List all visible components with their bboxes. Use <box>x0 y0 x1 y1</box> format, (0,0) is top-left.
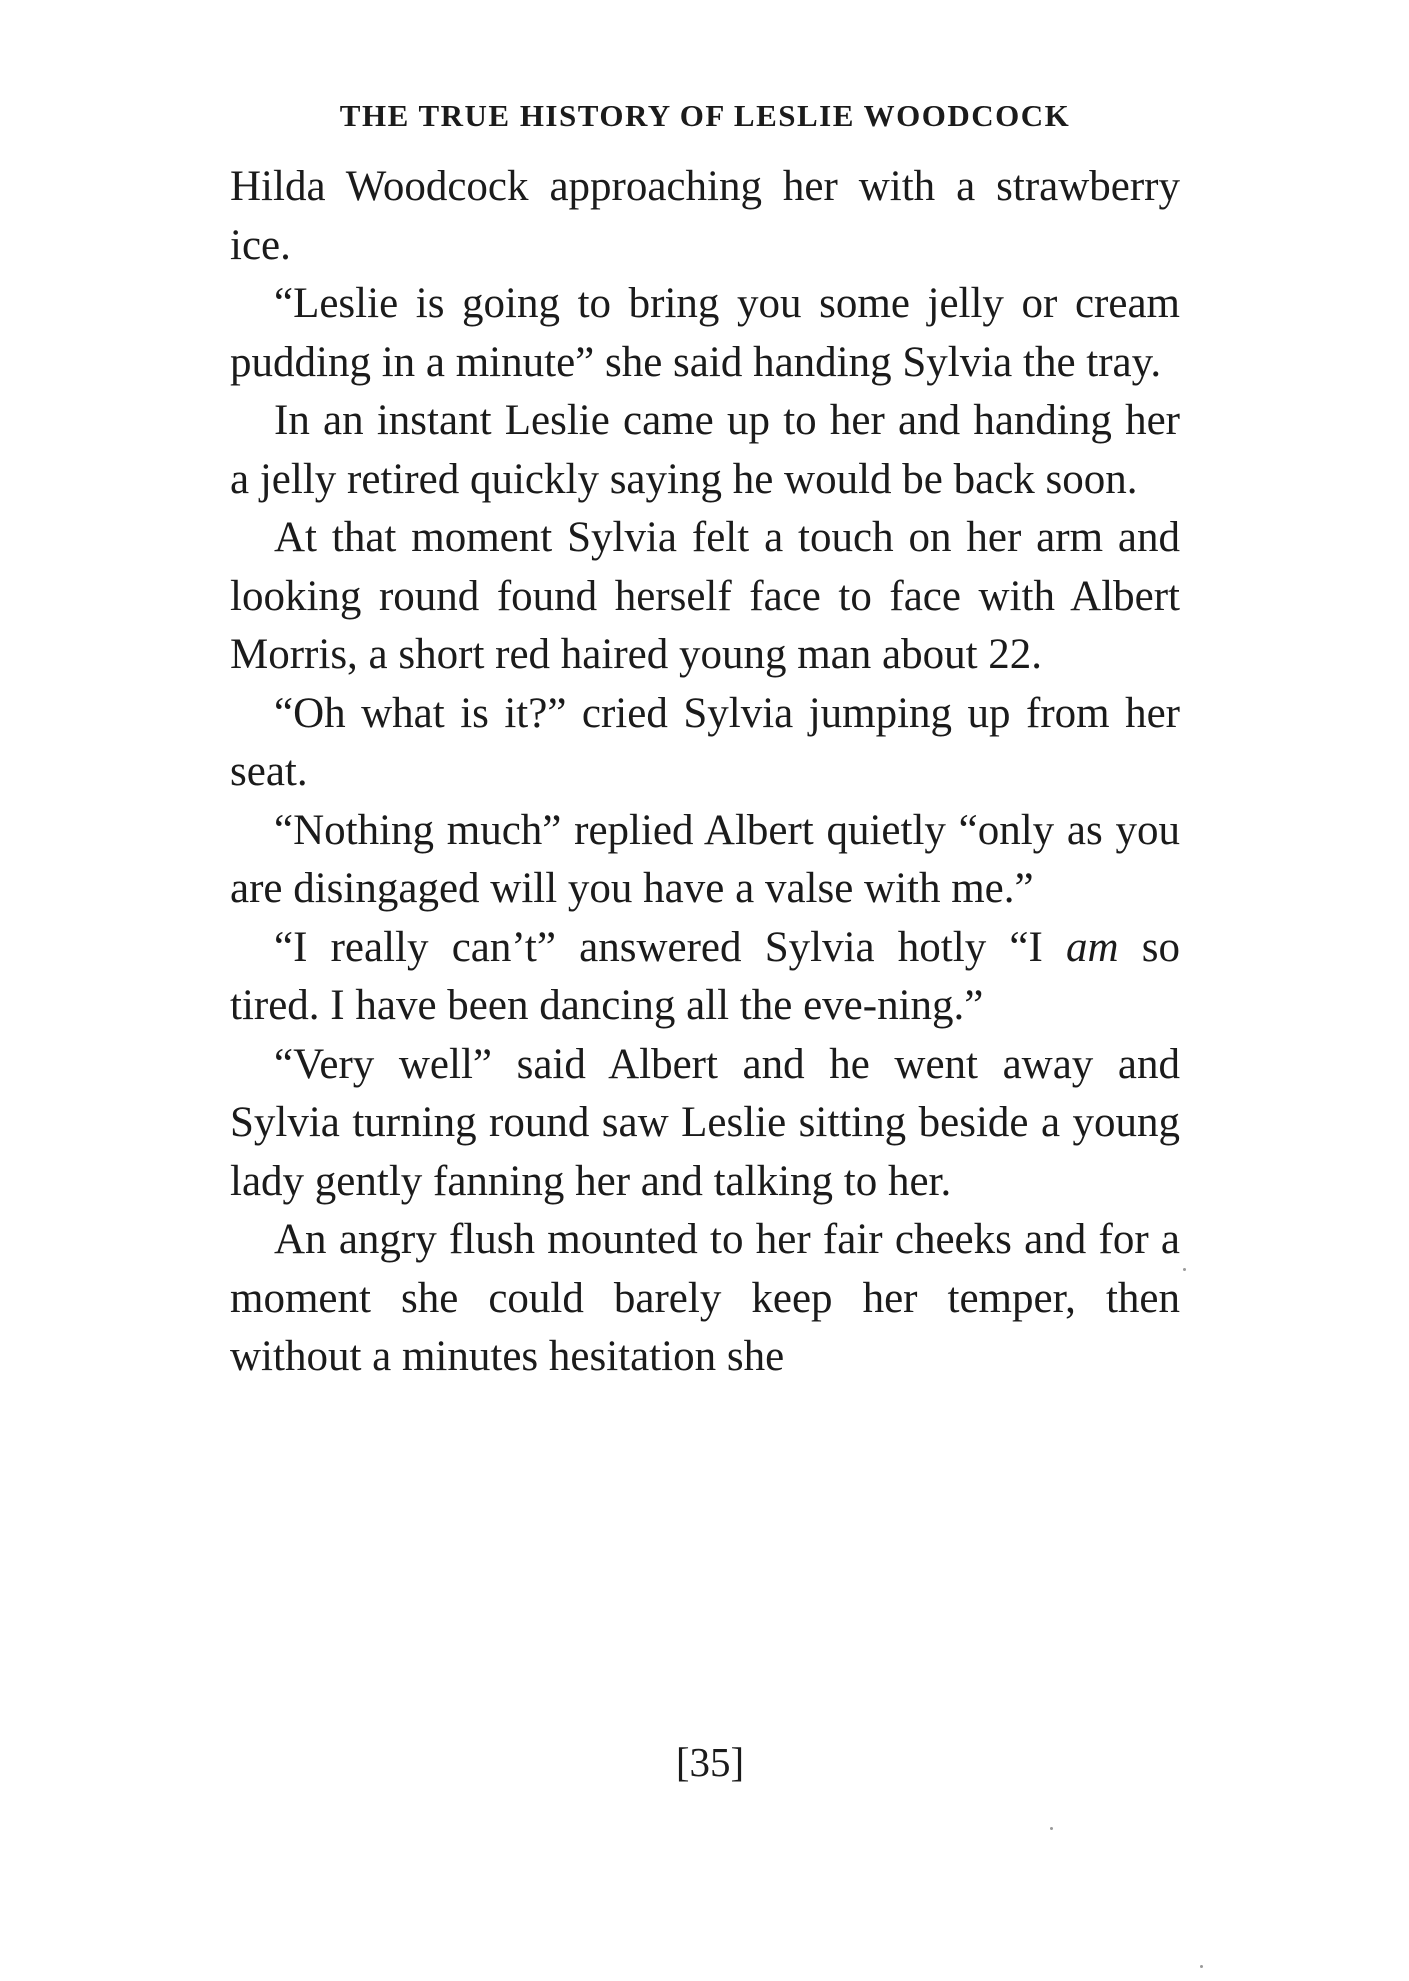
paragraph <box>230 1036 1180 1212</box>
paragraph <box>230 158 1180 275</box>
paragraph <box>230 275 1180 392</box>
paper-speck <box>1050 1827 1053 1830</box>
paragraph-text: so tired. I have been dancing all the eve-ning.” <box>230 923 1180 1029</box>
paragraph-text: In an instant Leslie came up to her and handing her a jelly retired quickly saying he would be back soon. <box>230 397 1180 503</box>
paragraph <box>230 392 1180 509</box>
paragraph-text: “Very well” said Albert and he went away and Sylvia turning round saw Leslie sitting beside a young lady gently fanning her and talking to her. <box>230 1040 1180 1205</box>
paragraph <box>230 919 1180 1036</box>
paragraph-text: Hilda Woodcock approaching her with a strawberry ice. <box>230 163 1180 269</box>
paragraph <box>230 509 1180 685</box>
paragraph-text: “Nothing much” replied Albert quietly “only as you are disingaged will you have a valse with me.” <box>230 806 1180 912</box>
paragraph-text: “Leslie is going to bring you some jelly or cream pudding in a minute” she said handing Sylvia the tray. <box>230 280 1180 386</box>
page-number: [35] <box>675 1739 745 1785</box>
paragraph-text: At that moment Sylvia felt a touch on her arm and looking round found herself face to face with Albert Morris, a short red haired young man about 22. <box>230 514 1180 678</box>
paragraph-text: An angry flush mounted to her fair cheeks and for a moment she could barely keep her temper, then without a minutes hesitation she <box>230 1216 1180 1380</box>
paragraph-text: “I really can’t” answered Sylvia hotly “I <box>274 923 1066 971</box>
body-text <box>230 158 1180 1387</box>
paragraph <box>230 1211 1180 1387</box>
paper-speck <box>1200 1965 1203 1968</box>
italic-text: am <box>1066 923 1119 971</box>
paragraph <box>230 802 1180 919</box>
paragraph-text: “Oh what is it?” cried Sylvia jumping up from her seat. <box>230 689 1180 795</box>
running-head: THE TRUE HISTORY OF LESLIE WOODCOCK <box>339 98 1071 133</box>
paper-speck <box>1183 1268 1186 1271</box>
paragraph <box>230 685 1180 802</box>
